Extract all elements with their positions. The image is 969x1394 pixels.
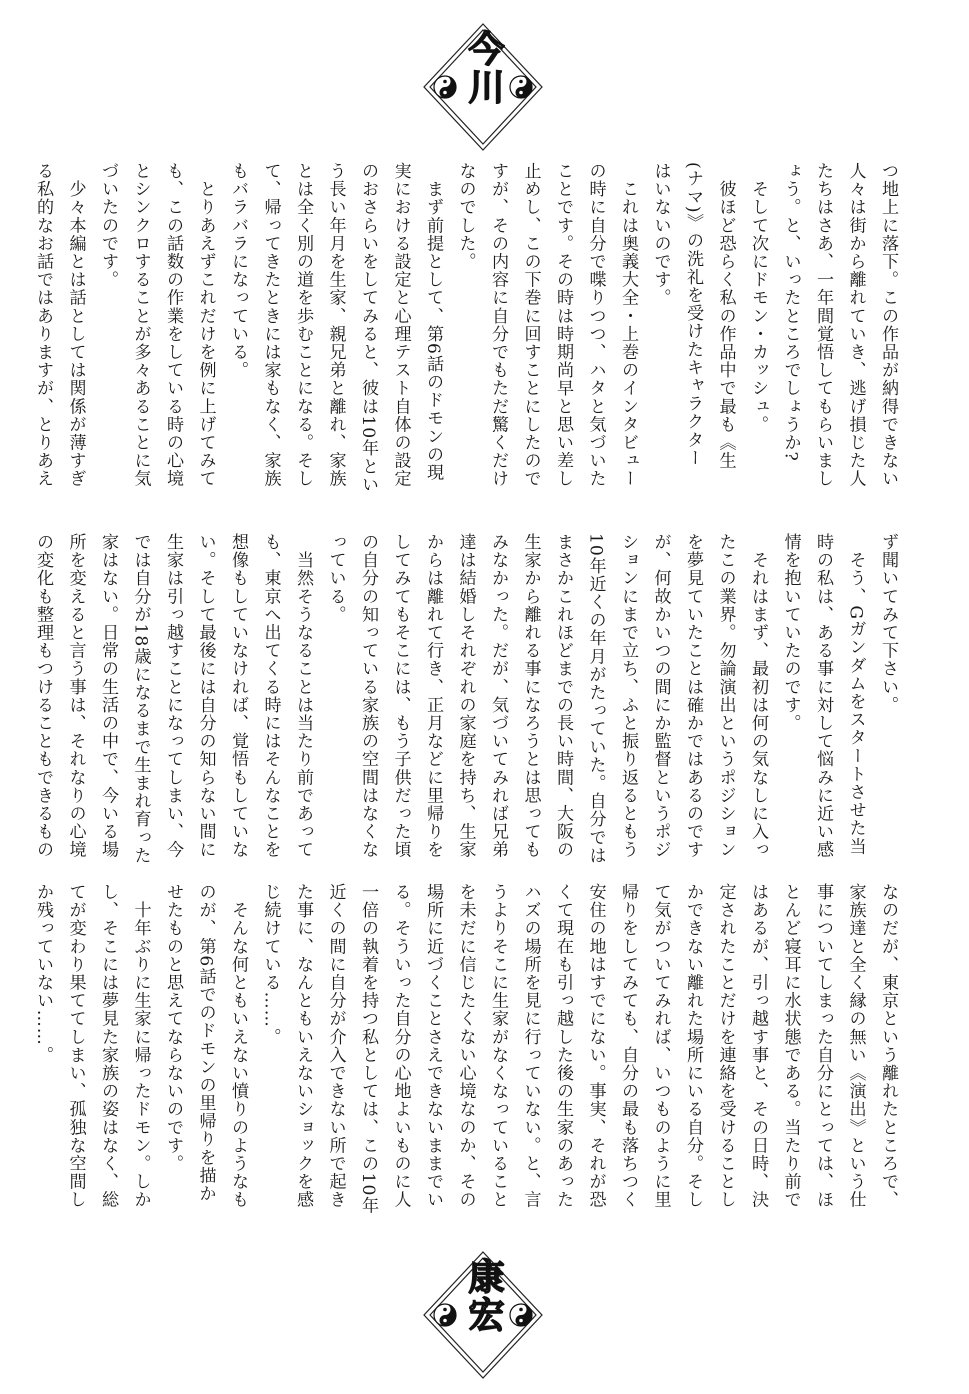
text-line: ず聞いてみて下さい。 xyxy=(878,533,898,714)
text-tier-bottom xyxy=(33,883,904,1243)
text-line: 帰りをしてみても、自分の最も落ちつく xyxy=(618,883,638,1209)
text-line: 時の私は、ある事に対して悩みに近い感 xyxy=(813,533,833,859)
text-line: う長い年月を生家、親兄弟と離れ、家族 xyxy=(325,162,346,488)
text-line: の時に自分で喋りつつ、ハタと気づいた xyxy=(585,162,606,488)
text-line: たこの業界。勿論演出というポジション xyxy=(715,533,736,859)
text-line: 一倍の執着を持つ私としては、この10年 xyxy=(358,883,378,1215)
text-line: では自分が18歳になるまで生まれ育った xyxy=(130,533,151,865)
text-line: 生家から離れる事になろうとは思っても xyxy=(520,533,541,859)
text-line: くて現在も引っ越した後の生家のあった xyxy=(553,883,573,1209)
text-line: 10年近くの年月がたっていた。自分では xyxy=(585,533,606,865)
text-line: の変化も整理もつけることもできるもの xyxy=(33,533,53,859)
author-surname: 今川 xyxy=(463,30,504,106)
text-line: も、この話数の作業をしている時の心境 xyxy=(163,162,183,488)
text-line: 止めし、この下巻に回すことにしたので xyxy=(520,162,541,488)
text-line: ことです。その時は時期尚早と思い差し xyxy=(553,162,573,488)
text-line: とりあえずこれだけを例に上げてみて xyxy=(195,162,216,488)
text-line: みなかった。だが、気づいてみれば兄弟 xyxy=(488,533,508,859)
text-line: 生家は引っ越すことになってしまい、今 xyxy=(163,533,183,859)
text-line: を夢見ていたことは確かではあるのです xyxy=(683,533,703,859)
text-line: まさかこれほどまでの長い時間、大阪の xyxy=(553,533,573,859)
text-line: すが、その内容に自分でもただ驚くだけ xyxy=(488,162,508,488)
text-line: てが変わり果ててしまい、孤独な空間し xyxy=(65,883,86,1209)
text-line: 実における設定と心理テスト自体の設定 xyxy=(390,162,411,488)
text-tier-middle xyxy=(33,533,904,873)
text-line: ハズの場所を見に行っていない。と、言 xyxy=(520,883,541,1209)
text-line: ょう。と、いったところでしょうか? xyxy=(780,162,801,462)
author-emblem-bottom xyxy=(420,1250,546,1380)
text-line: 場所に近づくことさえできないままでい xyxy=(423,883,443,1209)
text-line: はあるが、引っ越す事と、その日時、決 xyxy=(748,883,768,1209)
text-line: し、そこには夢見た家族の姿はなく、総 xyxy=(98,883,118,1209)
text-line: る私的なお話ではありますが、とりあえ xyxy=(33,162,53,488)
text-line: 近くの間に自分が介入できない所で起き xyxy=(325,883,346,1209)
text-line: せたものと思えてならないのです。 xyxy=(163,883,183,1173)
text-line: じ続けている……。 xyxy=(260,883,281,1046)
text-line: 家はない。日常の生活の中で、今いる場 xyxy=(98,533,118,859)
text-line: かできない離れた場所にいる自分。そし xyxy=(683,883,703,1209)
text-line: を未だに信じたくない心境なのか、その xyxy=(455,883,476,1209)
text-line: る。そういった自分の心地よいものに人 xyxy=(390,883,411,1209)
text-line: してみてもそこには、もう子供だった頃 xyxy=(390,533,411,859)
text-line: とシンクロすることが多々あることに気 xyxy=(130,162,151,488)
text-line: の自分の知っている家族の空間はなくな xyxy=(358,533,378,859)
text-line: も、東京へ出てくる時にはそんなことを xyxy=(260,533,281,859)
text-line: 少々本編とは話としては関係が薄すぎ xyxy=(65,162,86,488)
text-line: はいないのです。 xyxy=(650,162,671,307)
text-line: とは全く別の道を歩むことになる。そし xyxy=(293,162,313,488)
text-line: うよりそこに生家がなくなっていること xyxy=(488,883,508,1209)
text-line: もバラバラになっている。 xyxy=(228,162,248,380)
text-line: ションにまで立ち、ふと振り返るともう xyxy=(618,533,638,859)
text-line: そして次にドモン・カッシュ。 xyxy=(748,162,768,434)
text-line: それはまず、最初は何の気なしに入っ xyxy=(748,533,768,859)
text-line: 安住の地はすでにない。事実、それが恐 xyxy=(585,883,606,1209)
author-emblem-top xyxy=(420,22,546,152)
text-line: 定されたことだけを連絡を受けることし xyxy=(715,883,736,1209)
text-line: 達は結婚しそれぞれの家庭を持ち、生家 xyxy=(455,533,476,859)
text-line: なのだが、東京という離れたところで、 xyxy=(878,883,898,1209)
text-line: づいたのです。 xyxy=(98,162,118,289)
text-line: 所を変えると言う事は、それなりの心境 xyxy=(65,533,86,859)
text-line: そんな何ともいえない憤りのようなも xyxy=(228,883,248,1209)
text-line: 当然そうなることは当たり前であって xyxy=(293,533,313,859)
text-line: て、帰ってきたときには家もなく、家族 xyxy=(260,162,281,488)
text-line: これは奥義大全・上巻のインタビュー xyxy=(618,162,638,488)
text-line: のおさらいをしてみると、彼は10年とい xyxy=(358,162,378,494)
text-line: とんど寝耳に水状態である。当たり前で xyxy=(780,883,801,1209)
text-line: 彼ほど恐らく私の作品中で最も《生 xyxy=(715,162,736,470)
text-line: なのでした。 xyxy=(455,162,476,271)
text-tier-top xyxy=(33,162,904,502)
text-line: からは離れて行き、正月などに里帰りを xyxy=(423,533,443,859)
text-line: 事についてしまった自分にとっては、ほ xyxy=(813,883,833,1209)
text-line: て気がついてみれば、いつものように里 xyxy=(650,883,671,1209)
text-line: 情を抱いていたのです。 xyxy=(780,533,801,733)
text-line: のが、第6話でのドモンの里帰りを描か xyxy=(195,883,216,1203)
text-line: (ナマ)》の洗礼を受けたキャラクター xyxy=(683,162,703,467)
text-line: そう、Gガンダムをスタートさせた当 xyxy=(845,533,866,856)
text-line: 想像もしていなければ、覚悟もしていな xyxy=(228,533,248,859)
text-line: い。そして最後には自分の知らない間に xyxy=(195,533,216,859)
author-given-name: 康宏 xyxy=(463,1258,504,1334)
text-line: つ地上に落下。この作品が納得できない xyxy=(878,162,898,488)
text-line: が、何故かいつの間にか監督というポジ xyxy=(650,533,671,859)
text-line: まず前提として、第6話のドモンの現 xyxy=(423,162,443,482)
text-line: 家族達と全く縁の無い《演出》という仕 xyxy=(845,883,866,1209)
text-line: か残っていない……。 xyxy=(33,883,53,1064)
text-line: た事に、なんともいえないショックを感 xyxy=(293,883,313,1209)
text-line: っている。 xyxy=(325,533,346,624)
text-line: 十年ぶりに生家に帰ったドモン。しか xyxy=(130,883,151,1209)
text-line: 人々は街から離れていき、逃げ損じた人 xyxy=(845,162,866,488)
text-line: たちはさあ、一年間覚悟してもらいまし xyxy=(813,162,833,488)
